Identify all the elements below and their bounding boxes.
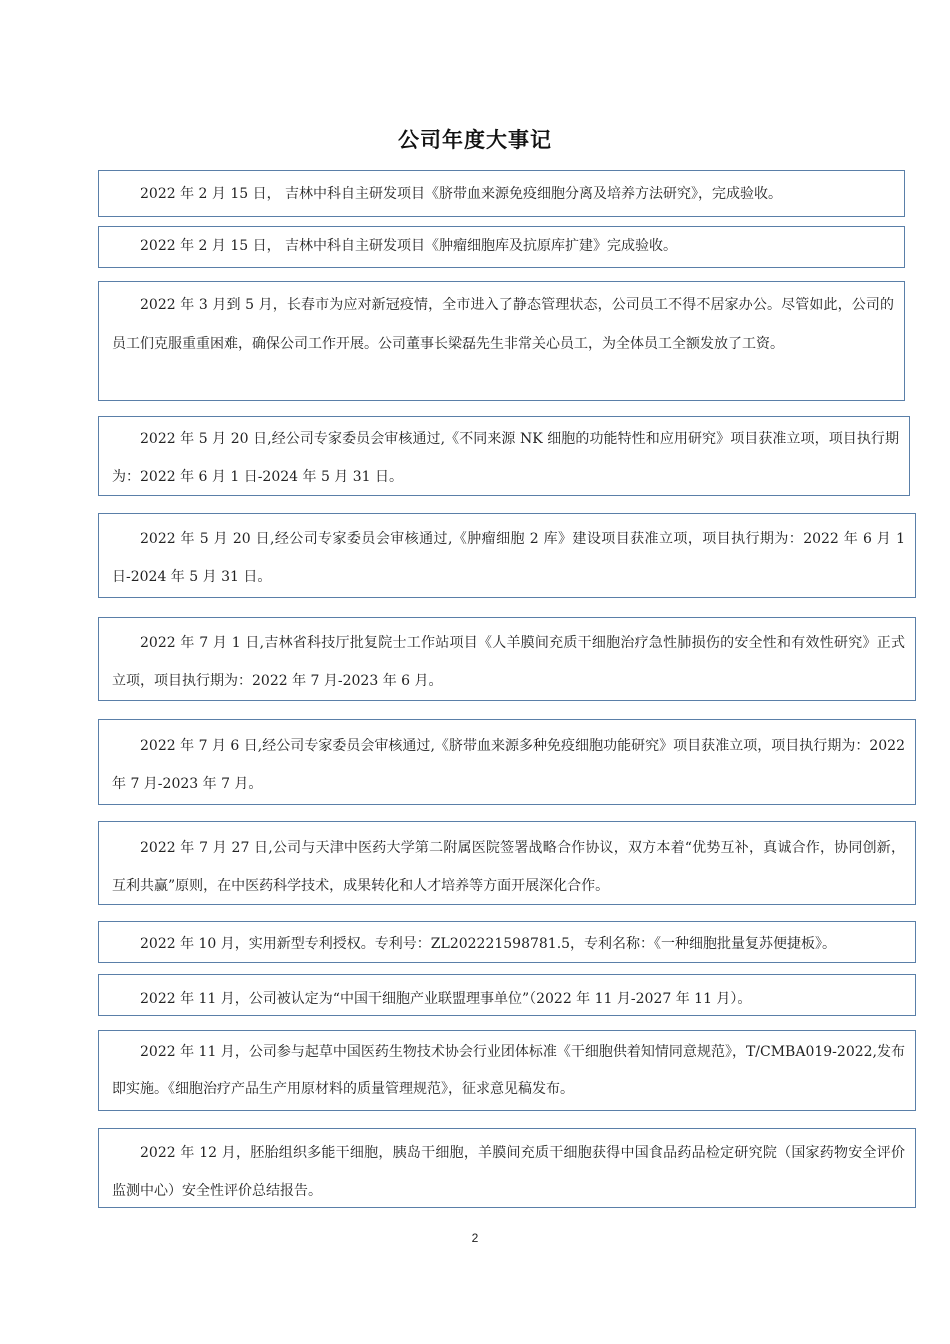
event-item-3 <box>98 281 905 401</box>
event-item-2 <box>98 226 905 268</box>
event-text: 2022 年 11 月，公司被认定为“中国干细胞产业联盟理事单位”（2022 年 11 月-2027 年 11 月）。 <box>140 991 752 1007</box>
event-item-12 <box>98 1128 916 1208</box>
event-item-4 <box>98 416 910 496</box>
event-text: 2022 年 12 月，胚胎组织多能干细胞，胰岛干细胞，羊膜间充质干细胞获得中国食品药品检定研究院（国家药物安全评价监测中心）安全性评价总结报告。 <box>112 1145 905 1199</box>
event-text: 2022 年 5 月 20 日,经公司专家委员会审核通过,《肿瘤细胞 2 库》建设项目获准立项，项目执行期为：2022 年 6 月 1 日-2024 年 5 月 31 日。 <box>112 531 905 585</box>
event-item-8 <box>98 821 916 905</box>
event-text: 2022 年 7 月 1 日,吉林省科技厅批复院士工作站项目《人羊膜间充质干细胞治疗急性肺损伤的安全性和有效性研究》正式立项，项目执行期为：2022 年 7 月-2023 年 6 月。 <box>112 635 905 689</box>
event-item-7 <box>98 719 916 805</box>
page-number: 2 <box>471 1231 479 1245</box>
event-text: 2022 年 5 月 20 日,经公司专家委员会审核通过,《不同来源 NK 细胞的功能特性和应用研究》项目获准立项，项目执行期为：2022 年 6 月 1 日-2024 年 5 月 31 日。 <box>112 431 899 485</box>
event-item-9 <box>98 921 916 963</box>
event-text: 2022 年 3 月到 5 月，长春市为应对新冠疫情，全市进入了静态管理状态，公司员工不得不居家办公。尽管如此，公司的员工们克服重重困难，确保公司工作开展。公司董事长梁磊先生非常关心员工，为全体员工全额发放了工资。 <box>112 297 894 352</box>
event-text: 2022 年 7 月 6 日,经公司专家委员会审核通过,《脐带血来源多种免疫细胞功能研究》项目获准立项，项目执行期为：2022 年 7 月-2023 年 7 月。 <box>112 738 905 792</box>
event-text: 2022 年 10 月，实用新型专利授权。专利号：ZL202221598781.5，专利名称：《一种细胞批量复苏便捷板》。 <box>140 936 837 952</box>
event-item-1 <box>98 170 905 217</box>
event-text: 2022 年 2 月 15 日， 吉林中科自主研发项目《脐带血来源免疫细胞分离及培养方法研究》，完成验收。 <box>140 186 783 202</box>
event-item-5 <box>98 513 916 598</box>
event-text: 2022 年 11 月，公司参与起草中国医药生物技术协会行业团体标准《干细胞供着知情同意规范》，T/CMBA019-2022,发布即实施。《细胞治疗产品生产用原材料的质量管理规范》，征求意见稿发布。 <box>112 1044 905 1097</box>
event-text: 2022 年 2 月 15 日， 吉林中科自主研发项目《肿瘤细胞库及抗原库扩建》完成验收。 <box>140 238 678 254</box>
event-item-6 <box>98 617 916 701</box>
event-item-11 <box>98 1030 916 1111</box>
event-item-10 <box>98 974 916 1016</box>
event-text: 2022 年 7 月 27 日,公司与天津中医药大学第二附属医院签署战略合作协议，双方本着“优势互补，真诚合作，协同创新，互利共赢”原则，在中医药科学技术，成果转化和人才培养等方面开展深化合作。 <box>112 840 905 894</box>
page-title: 公司年度大事记 <box>398 128 552 152</box>
